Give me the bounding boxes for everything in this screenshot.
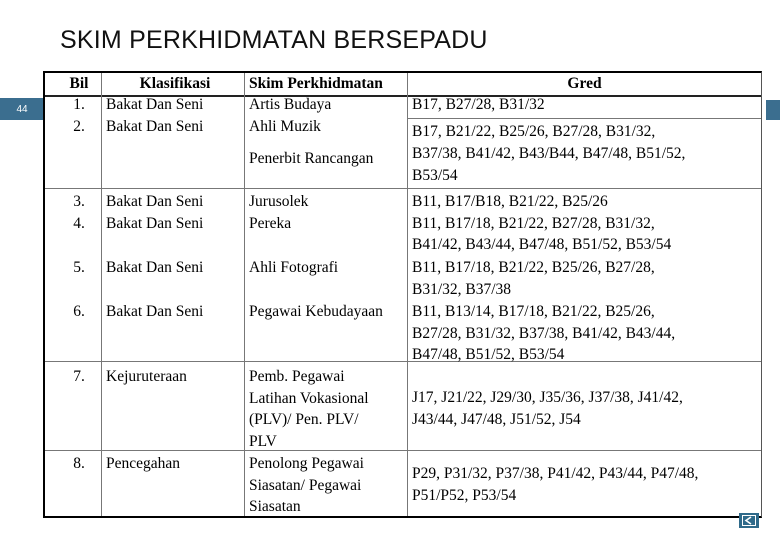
right-accent-strip [766,100,780,120]
col-divider [101,73,102,516]
cell-klasifikasi: Pencegahan [106,455,181,472]
cell-klasifikasi: Bakat Dan Seni Bakat Dan Seni [106,193,204,232]
cell-bil: 7. [73,368,85,385]
cell-gred: P29, P31/32, P37/38, P41/42, P43/44, P47/48, P51/P52, P53/54 [412,465,699,504]
cell-gred: B17, B27/28, B31/32 [412,96,545,113]
cell-gred: B11, B17/18, B21/22, B25/26, B27/28, B31/32, B37/38 [412,259,655,298]
cell-skim: Pegawai Kebudayaan [249,303,383,320]
page-number: 44 [16,103,28,115]
cell-gred: B17, B21/22, B25/26, B27/28, B31/32, [412,123,656,140]
header-bil: Bil [69,75,89,92]
cell-bil: 8. [73,455,85,472]
cell-gred: B11, B17/B18, B21/22, B25/26 B11, B17/18, B21/22, B27/28, B31/32, B41/42, B43/44, B47/48, B51/52, B53/54 [412,193,672,253]
cell-bil: 1. 2. [73,96,85,135]
row-divider [45,188,761,189]
cell-skim: Artis Budaya Ahli Muzik [249,96,332,135]
cell-skim: Ahli Fotografi [249,259,339,276]
row-divider [407,118,761,119]
cell-klasifikasi: Bakat Dan Seni [106,259,204,276]
slide-title: SKIM PERKHIDMATAN BERSEPADU [60,26,488,54]
cell-bil: 3. 4. [73,193,85,232]
back-arrow-icon[interactable] [739,513,759,528]
cell-klasifikasi: Kejuruteraan [106,368,187,385]
cell-bil: 5. [73,259,85,276]
cell-skim: Penerbit Rancangan [249,150,374,167]
cell-skim: Pemb. Pegawai Latihan Vokasional (PLV)/ Pen. PLV/ PLV [249,368,369,450]
header-gred: Gred [567,75,602,92]
cell-skim: Penolong Pegawai Siasatan/ Pegawai Siasatan [249,455,364,515]
page-number-badge [0,98,44,120]
header-klasifikasi: Klasifikasi [139,75,211,92]
cell-klasifikasi: Bakat Dan Seni [106,303,204,320]
cell-gred: B11, B13/14, B17/18, B21/22, B25/26, B27/28, B31/32, B37/38, B41/42, B43/44, B47/48, B51/52, B53/54 [412,303,676,363]
col-divider [244,73,245,516]
cell-gred: J17, J21/22, J29/30, J35/36, J37/38, J41/42, J43/44, J47/48, J51/52, J54 [412,389,683,428]
header-skim: Skim Perkhidmatan [249,75,383,92]
cell-gred: B37/38, B41/42, B43/B44, B47/48, B51/52, B53/54 [412,145,686,184]
back-arrow-glyph [742,515,756,526]
cell-bil: 6. [73,303,85,320]
scheme-table [43,71,762,518]
cell-klasifikasi: Bakat Dan Seni Bakat Dan Seni [106,96,204,135]
cell-skim: Jurusolek Pereka [249,193,309,232]
